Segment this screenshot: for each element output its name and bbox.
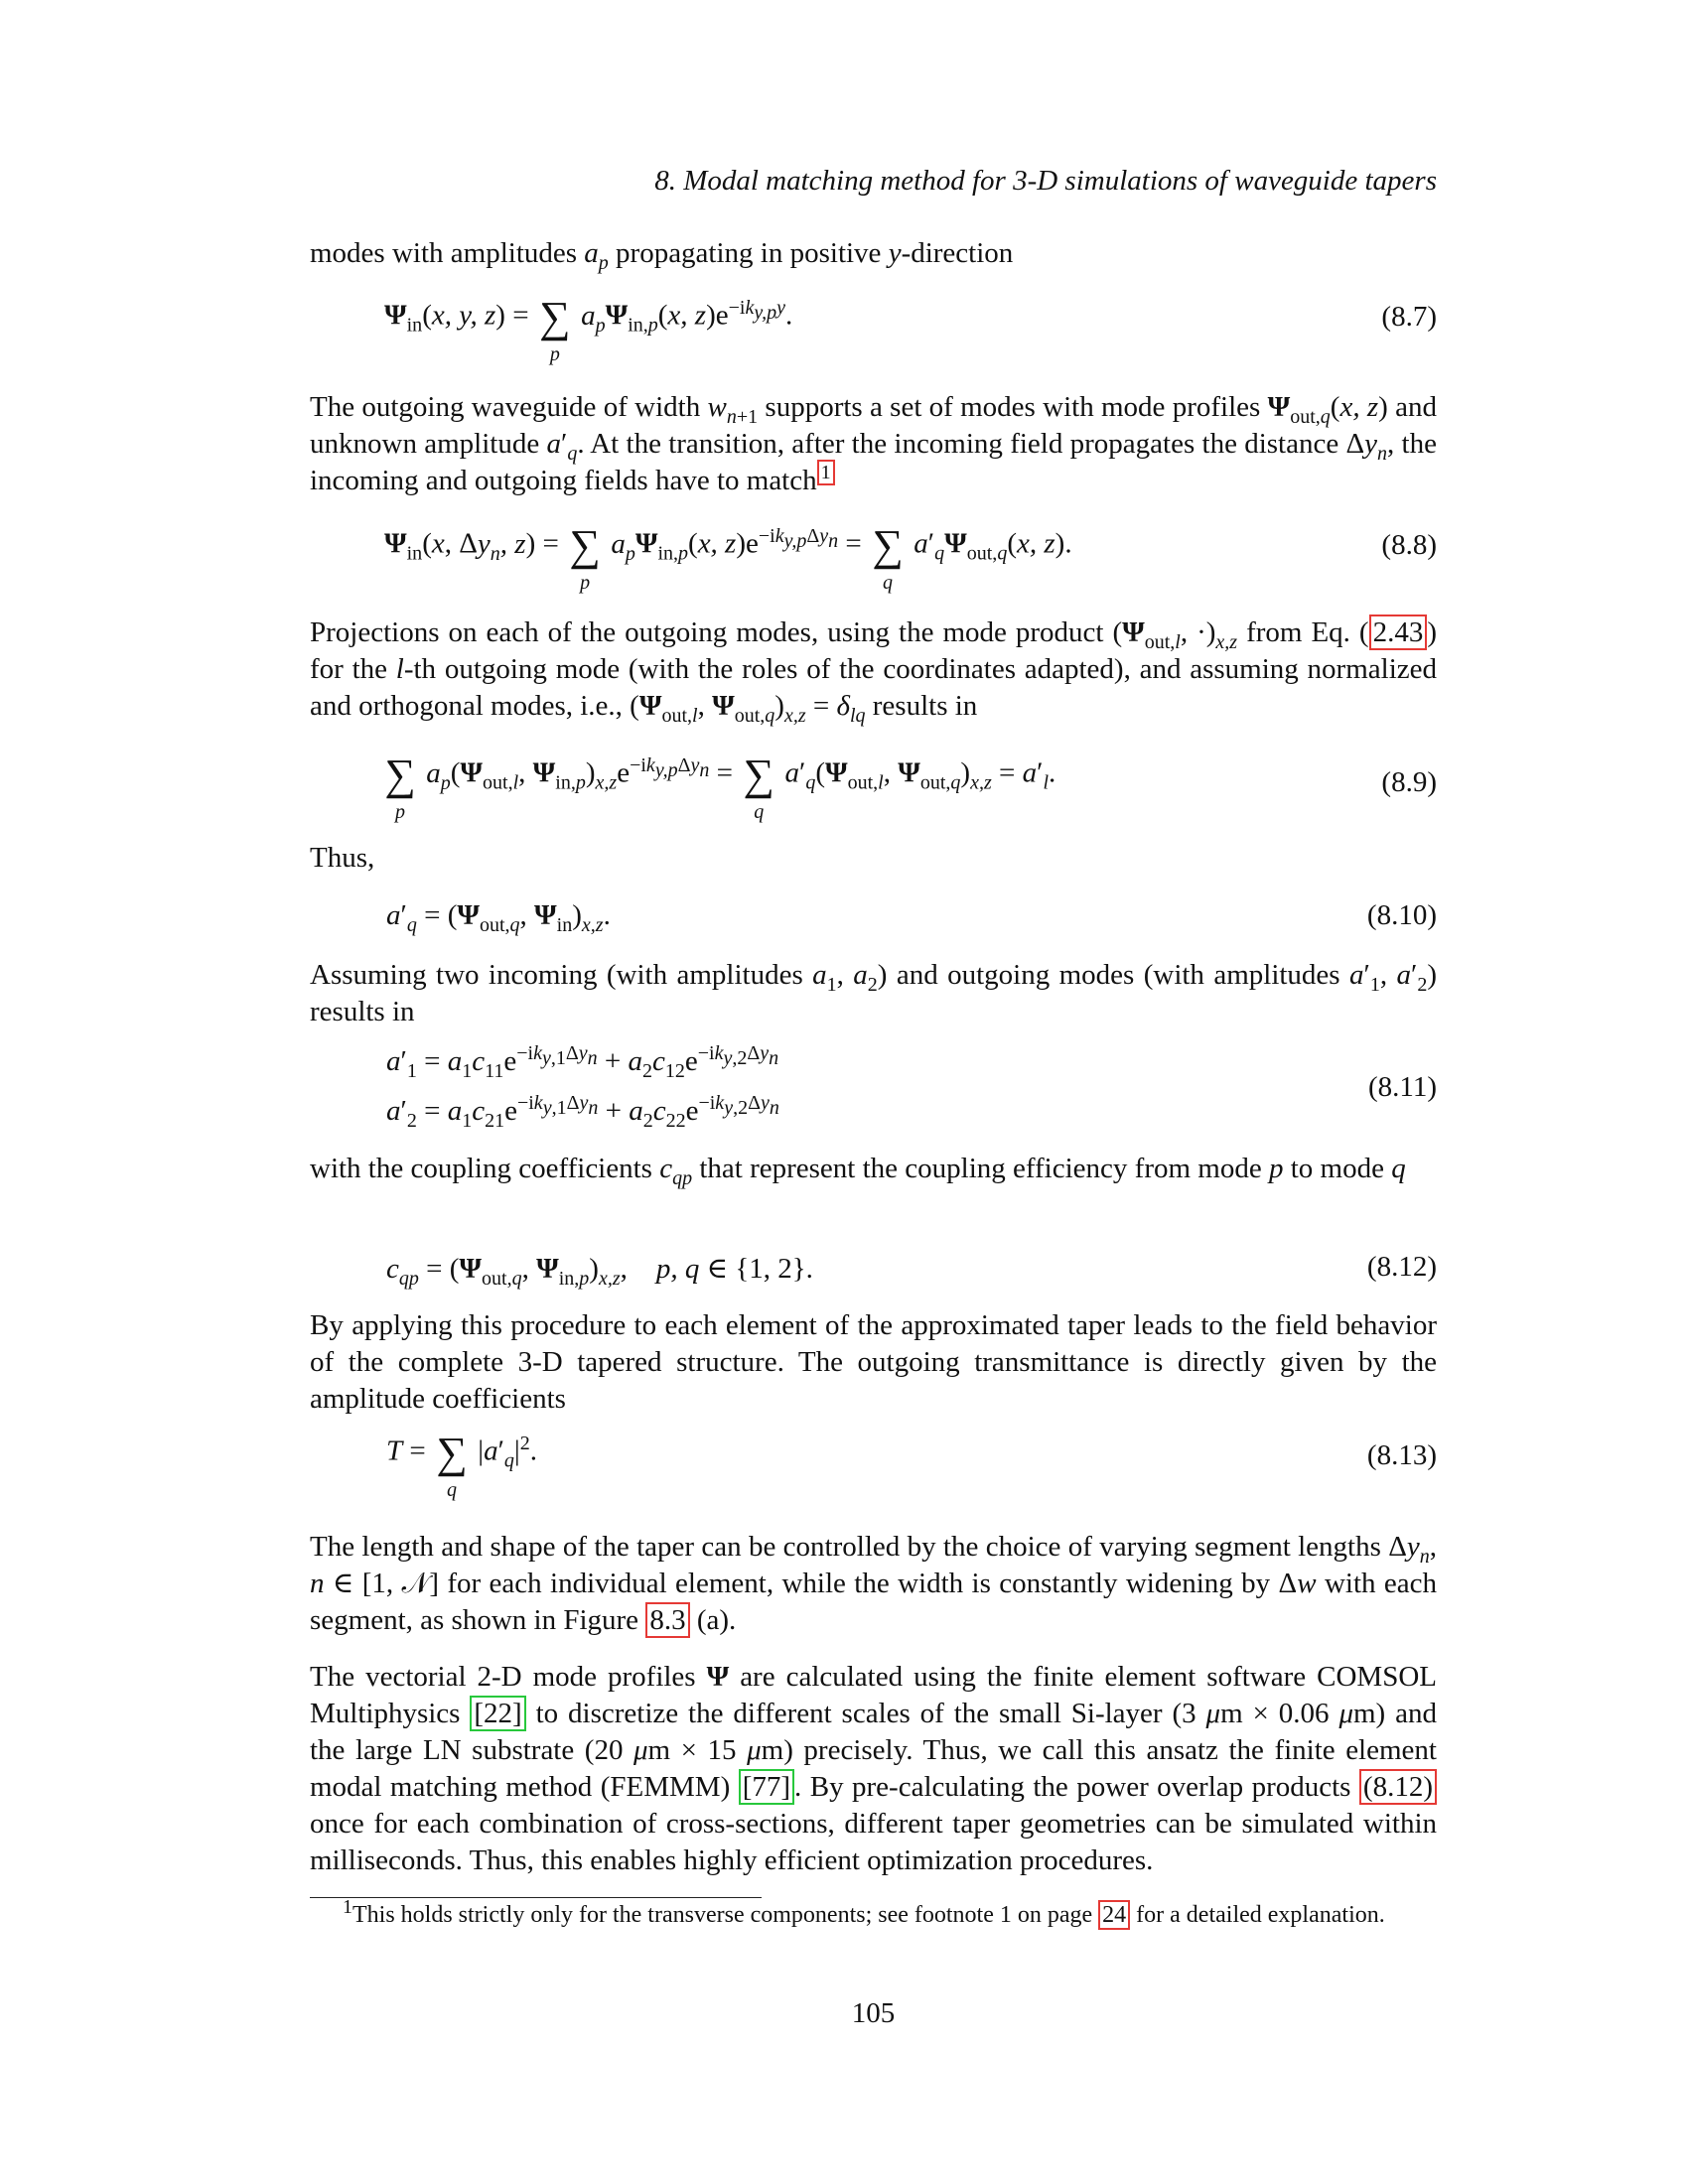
equation-8-12: $c_{qp} = (\Psi_{out,q}$, $\Psi_{in,p})_{x,z}$, p, q ∈ {1, 2}. [386, 1253, 813, 1290]
equation-ref-8-12[interactable]: (8.12) [1359, 1769, 1437, 1805]
equation-8-10: $a'_q = (\Psi_{out,q}$, $\Psi_{in})_{x,z}$. [386, 899, 611, 936]
paragraph-outgoing-waveguide: The outgoing waveguide of width $w_{n+1}$ supports a set of modes with mode profiles $\Psi_{out,q}(x$, z) and unknown amplitude $a'_q$. At the transition, after the incoming field propagates the distance $\Delta y_n$, the incoming and outgoing fields have to match $^1$ [310, 391, 1437, 496]
equation-8-8: $\Psi_{in}(x$, $\Delta y_n$, z) = ∑ p $a_p\Psi_{in,p}(x$, $z)e^{-ik_{y,p}\Delta y_n}$ = ∑ q $a'_q\Psi_{out,q}(x$, z). [384, 521, 1072, 594]
page-number: 105 [851, 1997, 896, 2029]
page [310, 0, 1437, 2184]
running-header: 8. Modal matching method for 3-D simulations of waveguide tapers [654, 165, 1437, 197]
citation-77[interactable]: [77] [739, 1769, 794, 1805]
figure-ref-8-3[interactable]: 8.3 [645, 1602, 689, 1638]
equation-number: (8.8) [1381, 529, 1437, 561]
equation-number: (8.11) [1368, 1071, 1437, 1103]
citation-22[interactable]: [22] [470, 1696, 525, 1731]
paragraph-projections: Projections on each of the outgoing modes, using the mode product ($\Psi_{out,l}$, $\cdot)_{x,z}$ from Eq. ( 2.43 ) for the l-th outgoing mode (with the roles of the coordinates adapted), and assuming normalized and orthogonal modes, i.e., ($\Psi_{out,l}$, $\Psi_{out,q})_{x,z} = \delta_{lq}$ results in [310, 616, 1437, 727]
equation-number: (8.12) [1366, 1251, 1437, 1283]
equation-8-11-line1: $a'_1 = a_1c_{11}e^{-ik_{y,1}\Delta y_n} + a_2c_{12}e^{-ik_{y,2}\Delta y_n}$ [386, 1042, 779, 1082]
equation-8-9: ∑ p $a_p(\Psi_{out,l}$, $\Psi_{in,p})_{x,z}e^{-ik_{y,p}\Delta y_n}$ = ∑ q $a'_q(\Psi_{out,l}$, $\Psi_{out,q})_{x,z} = a'_l$. [384, 751, 1056, 823]
paragraph-vectorial-modes: The vectorial 2-D mode profiles Ψ are calculated using the finite element software COMSOL Multiphysics [22] to discretize the different scales of the small Si-layer (3 μm × 0.06 μm) and the large LN substrate (20 μm × 15 μm) precisely. Thus, we call this ansatz the finite element modal matching method (FEMMM) [77] . By pre-calculating the power overlap products (8.12) once for each combination of cross-sections, different taper geometries can be simulated within milliseconds. Thus, this enables highly efficient optimization procedures. [310, 1661, 1437, 1876]
paragraph-length-shape: The length and shape of the taper can be controlled by the choice of varying segment lengths $\Delta y_n$, n ∈ [1, 𝒩] for each individual element, while the width is constantly widening by Δw with each segment, as shown in Figure 8.3 (a). [310, 1531, 1438, 1636]
paragraph-coupling: with the coupling coefficients $c_{qp}$ that represent the coupling efficiency from mode p to mode q [310, 1153, 1406, 1189]
paragraph-thus: Thus, [310, 842, 375, 874]
equation-8-13: T = ∑ q $|a'_q|^2$. [386, 1429, 537, 1501]
paragraph-two-modes: Assuming two incoming (with amplitudes $a_1$, $a_2$) and outgoing modes (with amplitudes $a'_1$, $a'_2$) results in [310, 959, 1437, 1027]
equation-number: (8.7) [1381, 301, 1437, 333]
equation-number: (8.13) [1366, 1439, 1437, 1471]
paragraph-procedure: By applying this procedure to each element of the approximated taper leads to the field behavior of the complete 3-D tapered structure. The outgoing transmittance is directly given by the amplitude coefficients [310, 1309, 1437, 1415]
footnote-rule [310, 1897, 762, 1898]
equation-8-7: $\Psi_{in}(x$, y, z) = ∑ p $a_p\Psi_{in,p}(x$, $z)e^{-ik_{y,p}y}$. [384, 293, 793, 365]
paragraph-modes-amplitudes: modes with amplitudes $a_p$ propagating in positive y-direction [310, 237, 1014, 274]
page-ref-24[interactable]: 24 [1098, 1900, 1130, 1930]
footnote-link[interactable]: 1 [817, 460, 835, 485]
equation-8-11-line2: $a'_2 = a_1c_{21}e^{-ik_{y,1}\Delta y_n} + a_2c_{22}e^{-ik_{y,2}\Delta y_n}$ [386, 1092, 779, 1132]
equation-number: (8.9) [1381, 766, 1437, 798]
equation-ref-2-43[interactable]: 2.43 [1369, 614, 1428, 650]
footnote-marker: 1 [343, 1896, 352, 1918]
footnote: $^1$This holds strictly only for the transverse components; see footnote 1 on page 24 for a detailed explanation. [343, 1896, 1385, 1928]
equation-number: (8.10) [1366, 899, 1437, 931]
